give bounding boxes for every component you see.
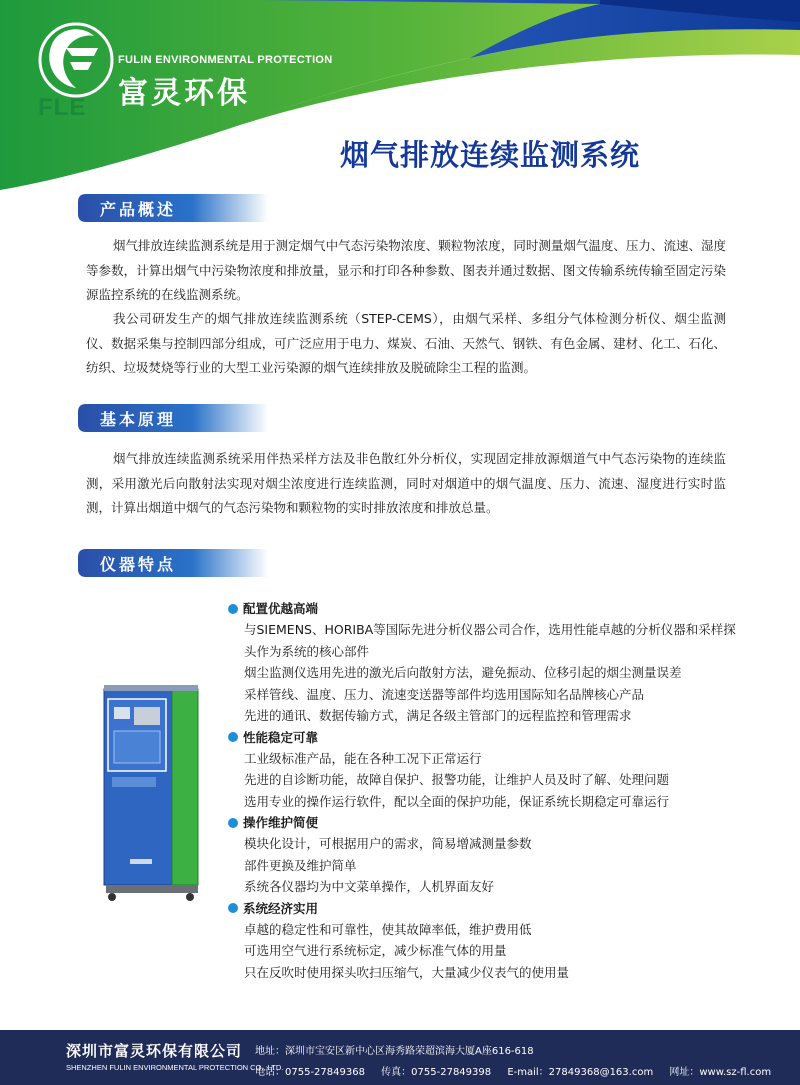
feature-item: 系统各仪器均为中文菜单操作，人机界面友好 <box>244 879 495 894</box>
section-heading-features <box>78 549 268 577</box>
bullet-dot-icon <box>228 818 238 828</box>
feature-item: 选用专业的操作运行软件，配以全面的保护功能，保证系统长期稳定可靠运行 <box>244 793 670 809</box>
feature-item: 模块化设计，可根据用户的需求，简易增减测量参数 <box>244 836 532 851</box>
section-heading-principle <box>78 404 268 432</box>
feature-group-title <box>228 812 748 833</box>
feature-group <box>228 598 748 727</box>
features-list <box>228 598 748 983</box>
feature-group-title <box>228 727 748 748</box>
footer-company-cn: 深圳市富灵环保有限公司 <box>66 1042 243 1060</box>
feature-item: 卓越的稳定性和可靠性，使其故障率低，维护费用低 <box>244 921 532 937</box>
section-heading-text: 基本原理 <box>100 410 177 429</box>
feature-item: 采样管线、温度、压力、流速变送器等部件均选用国际知名品牌核心产品 <box>244 686 645 702</box>
section-heading-text: 产品概述 <box>100 200 177 219</box>
section-heading-overview <box>78 194 268 222</box>
footer-contact <box>255 1063 784 1078</box>
feature-group <box>228 727 748 813</box>
feature-group-title-text: 性能稳定可靠 <box>243 729 319 745</box>
footer-email: E-mail：27849368@163.com <box>507 1067 654 1078</box>
footer-phone: 电话：0755-27849368 <box>255 1067 365 1078</box>
company-name-en: FULIN ENVIRONMENTAL PROTECTION <box>118 54 333 66</box>
principle-paragraph: 烟气排放连续监测系统采用伴热采样方法及非色散红外分析仪，实现固定排放源烟道气中气态污染物的连续监测，采用激光后向散射法实现对烟尘浓度进行连续监测，同时对烟道中的烟气温度、压力、流速、湿度进行实时监测，计算出烟道中烟气的气态污染物和颗粒物的实时排放浓度和排放总量。 <box>86 451 726 515</box>
overview-paragraph-2: 我公司研发生产的烟气排放连续监测系统（STEP-CEMS），由烟气采样、多组分气体检测分析仪、烟尘监测仪、数据采集与控制四部分组成，可广泛应用于电力、煤炭、石油、天然气、钢铁、有色金属、建材、化工、石化、纺织、垃圾焚烧等行业的大型工业污染源的烟气连续排放及脱硫除尘工程的监测。 <box>86 311 726 375</box>
feature-group-title <box>228 898 748 919</box>
section-heading-text: 仪器特点 <box>100 555 177 574</box>
company-name-cn: 富灵环保 <box>118 76 250 111</box>
footer-website: 网址：www.sz-fl.com <box>669 1067 772 1078</box>
feature-item: 与SIEMENS、HORIBA等国际先进分析仪器公司合作，选用性能卓越的分析仪器和采样探头作为系统的核心部件 <box>244 622 736 659</box>
feature-item: 可选用空气进行系统标定，减少标准气体的用量 <box>244 943 507 958</box>
footer-fax: 传真：0755-27849398 <box>381 1067 492 1078</box>
feature-item: 先进的通讯、数据传输方式，满足各级主管部门的远程监控和管理需求 <box>244 708 632 723</box>
feature-item: 只在反吹时使用探头吹扫压缩气，大量减少仪表气的使用量 <box>244 964 570 980</box>
footer-company-en: SHENZHEN FULIN ENVIRONMENTAL PROTECTION CO., LTD. <box>66 1063 284 1072</box>
logo-text: FLE <box>38 94 87 121</box>
overview-paragraph-1: 烟气排放连续监测系统是用于测定烟气中气态污染物浓度、颗粒物浓度，同时测量烟气温度、压力、流速、湿度等参数，计算出烟气中污染物浓度和排放量，显示和打印各种参数、图表并通过数据、图文传输系统传输至固定污染源监控系统的在线监测系统。 <box>86 238 726 302</box>
feature-group-title <box>228 598 748 619</box>
footer-address: 地址：深圳市宝安区新中心区海秀路荣超滨海大厦A座616-618 <box>255 1046 534 1057</box>
bullet-dot-icon <box>228 604 238 614</box>
feature-item: 烟尘监测仪选用先进的激光后向散射方法，避免振动、位移引起的烟尘测量误差 <box>244 665 682 680</box>
bullet-dot-icon <box>228 732 238 742</box>
feature-item: 部件更换及维护简单 <box>244 857 357 873</box>
cems-cabinet-image <box>100 683 204 913</box>
footer-bar <box>0 1030 800 1085</box>
bullet-dot-icon <box>228 903 238 913</box>
feature-group-title-text: 操作维护简便 <box>243 815 319 830</box>
feature-item: 先进的自诊断功能，故障自保护、报警功能，让维护人员及时了解、处理问题 <box>244 772 670 787</box>
feature-item: 工业级标准产品，能在各种工况下正常运行 <box>244 750 482 766</box>
feature-group <box>228 812 748 898</box>
feature-group-title-text: 系统经济实用 <box>243 900 319 916</box>
feature-group <box>228 898 748 984</box>
feature-group-title-text: 配置优越高端 <box>243 601 319 616</box>
page-title: 烟气排放连续监测系统 <box>340 138 641 172</box>
